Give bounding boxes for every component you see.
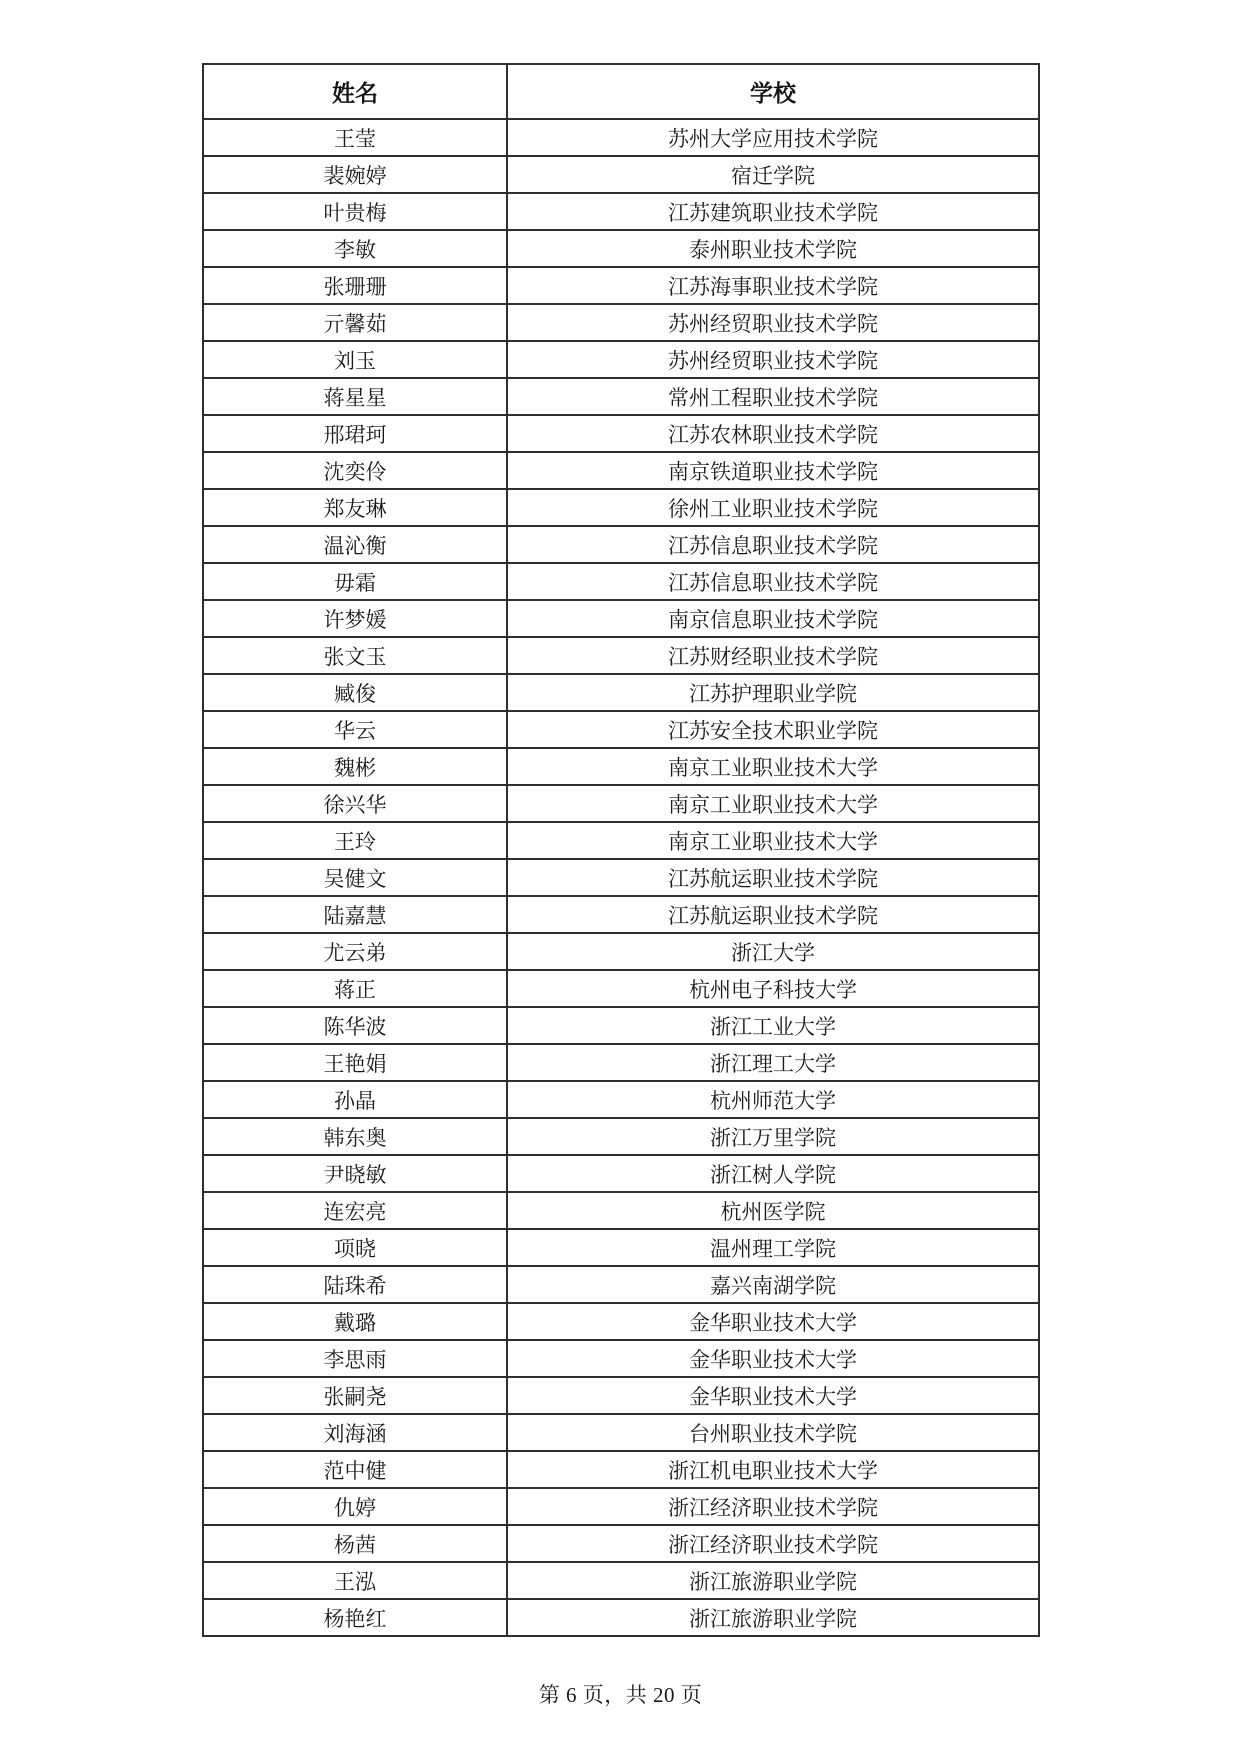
cell-school: 南京信息职业技术学院 xyxy=(507,600,1039,637)
cell-name: 陈华波 xyxy=(203,1007,507,1044)
cell-name: 杨艳红 xyxy=(203,1599,507,1636)
table-row xyxy=(203,415,1039,452)
cell-school: 江苏信息职业技术学院 xyxy=(507,526,1039,563)
cell-school: 杭州电子科技大学 xyxy=(507,970,1039,1007)
cell-school: 浙江理工大学 xyxy=(507,1044,1039,1081)
cell-school: 南京工业职业技术大学 xyxy=(507,822,1039,859)
cell-school: 金华职业技术大学 xyxy=(507,1377,1039,1414)
table-row xyxy=(203,230,1039,267)
cell-school: 浙江经济职业技术学院 xyxy=(507,1488,1039,1525)
table-row xyxy=(203,1007,1039,1044)
cell-name: 徐兴华 xyxy=(203,785,507,822)
cell-name: 王莹 xyxy=(203,119,507,156)
table-body xyxy=(203,119,1039,1636)
table-row xyxy=(203,896,1039,933)
cell-name: 张珊珊 xyxy=(203,267,507,304)
table-row xyxy=(203,711,1039,748)
cell-name: 亓馨茹 xyxy=(203,304,507,341)
cell-school: 温州理工学院 xyxy=(507,1229,1039,1266)
cell-name: 华云 xyxy=(203,711,507,748)
cell-school: 江苏信息职业技术学院 xyxy=(507,563,1039,600)
cell-school: 江苏海事职业技术学院 xyxy=(507,267,1039,304)
cell-school: 徐州工业职业技术学院 xyxy=(507,489,1039,526)
cell-name: 陆珠希 xyxy=(203,1266,507,1303)
table-row xyxy=(203,933,1039,970)
column-header-name: 姓名 xyxy=(203,64,507,119)
table-row xyxy=(203,341,1039,378)
cell-school: 江苏护理职业学院 xyxy=(507,674,1039,711)
table-row xyxy=(203,193,1039,230)
table-row xyxy=(203,1340,1039,1377)
cell-school: 苏州大学应用技术学院 xyxy=(507,119,1039,156)
cell-name: 蒋正 xyxy=(203,970,507,1007)
roster-table xyxy=(202,63,1040,1637)
cell-name: 叶贵梅 xyxy=(203,193,507,230)
table-row xyxy=(203,1599,1039,1636)
cell-name: 李敏 xyxy=(203,230,507,267)
column-header-school: 学校 xyxy=(507,64,1039,119)
table-row xyxy=(203,526,1039,563)
cell-name: 郑友琳 xyxy=(203,489,507,526)
cell-name: 魏彬 xyxy=(203,748,507,785)
table-row xyxy=(203,489,1039,526)
table-row xyxy=(203,859,1039,896)
cell-name: 尤云弟 xyxy=(203,933,507,970)
cell-school: 江苏航运职业技术学院 xyxy=(507,896,1039,933)
table-row xyxy=(203,1192,1039,1229)
cell-name: 仇婷 xyxy=(203,1488,507,1525)
table-row xyxy=(203,1266,1039,1303)
table-row xyxy=(203,637,1039,674)
cell-school: 浙江万里学院 xyxy=(507,1118,1039,1155)
cell-name: 陆嘉慧 xyxy=(203,896,507,933)
table-row xyxy=(203,1377,1039,1414)
cell-name: 刘玉 xyxy=(203,341,507,378)
cell-school: 南京铁道职业技术学院 xyxy=(507,452,1039,489)
table-row xyxy=(203,1118,1039,1155)
table-row xyxy=(203,1044,1039,1081)
cell-school: 金华职业技术大学 xyxy=(507,1303,1039,1340)
table-row xyxy=(203,822,1039,859)
table-row xyxy=(203,267,1039,304)
cell-name: 王泓 xyxy=(203,1562,507,1599)
cell-school: 江苏农林职业技术学院 xyxy=(507,415,1039,452)
cell-school: 浙江经济职业技术学院 xyxy=(507,1525,1039,1562)
table-row xyxy=(203,674,1039,711)
cell-school: 江苏航运职业技术学院 xyxy=(507,859,1039,896)
table-row xyxy=(203,970,1039,1007)
cell-school: 江苏财经职业技术学院 xyxy=(507,637,1039,674)
cell-name: 孙晶 xyxy=(203,1081,507,1118)
table-row xyxy=(203,1081,1039,1118)
cell-name: 连宏亮 xyxy=(203,1192,507,1229)
cell-school: 南京工业职业技术大学 xyxy=(507,748,1039,785)
table-row xyxy=(203,1229,1039,1266)
cell-school: 常州工程职业技术学院 xyxy=(507,378,1039,415)
cell-name: 项晓 xyxy=(203,1229,507,1266)
cell-name: 杨茜 xyxy=(203,1525,507,1562)
cell-school: 浙江旅游职业学院 xyxy=(507,1599,1039,1636)
table-row xyxy=(203,785,1039,822)
cell-school: 杭州师范大学 xyxy=(507,1081,1039,1118)
cell-school: 浙江工业大学 xyxy=(507,1007,1039,1044)
cell-name: 毋霜 xyxy=(203,563,507,600)
table-row xyxy=(203,1562,1039,1599)
cell-name: 邢珺珂 xyxy=(203,415,507,452)
table-row xyxy=(203,1451,1039,1488)
table-row xyxy=(203,304,1039,341)
cell-name: 范中健 xyxy=(203,1451,507,1488)
table-row xyxy=(203,748,1039,785)
cell-name: 刘海涵 xyxy=(203,1414,507,1451)
table-row xyxy=(203,563,1039,600)
cell-school: 南京工业职业技术大学 xyxy=(507,785,1039,822)
cell-school: 江苏建筑职业技术学院 xyxy=(507,193,1039,230)
table-row xyxy=(203,156,1039,193)
cell-school: 浙江旅游职业学院 xyxy=(507,1562,1039,1599)
cell-school: 苏州经贸职业技术学院 xyxy=(507,341,1039,378)
cell-school: 苏州经贸职业技术学院 xyxy=(507,304,1039,341)
cell-school: 杭州医学院 xyxy=(507,1192,1039,1229)
cell-name: 戴璐 xyxy=(203,1303,507,1340)
cell-school: 宿迁学院 xyxy=(507,156,1039,193)
cell-school: 浙江树人学院 xyxy=(507,1155,1039,1192)
cell-name: 吴健文 xyxy=(203,859,507,896)
cell-name: 张文玉 xyxy=(203,637,507,674)
cell-school: 浙江大学 xyxy=(507,933,1039,970)
cell-name: 李思雨 xyxy=(203,1340,507,1377)
cell-name: 臧俊 xyxy=(203,674,507,711)
cell-name: 温沁衡 xyxy=(203,526,507,563)
page-number: 第 6 页，共 20 页 xyxy=(538,1683,703,1707)
cell-name: 沈奕伶 xyxy=(203,452,507,489)
table-header-row xyxy=(203,64,1039,119)
cell-school: 嘉兴南湖学院 xyxy=(507,1266,1039,1303)
cell-name: 裴婉婷 xyxy=(203,156,507,193)
table-row xyxy=(203,119,1039,156)
cell-school: 江苏安全技术职业学院 xyxy=(507,711,1039,748)
cell-school: 泰州职业技术学院 xyxy=(507,230,1039,267)
table-row xyxy=(203,452,1039,489)
cell-name: 许梦媛 xyxy=(203,600,507,637)
table-row xyxy=(203,1414,1039,1451)
table-row xyxy=(203,1488,1039,1525)
cell-school: 浙江机电职业技术大学 xyxy=(507,1451,1039,1488)
cell-name: 尹晓敏 xyxy=(203,1155,507,1192)
cell-name: 韩东奥 xyxy=(203,1118,507,1155)
table-row xyxy=(203,378,1039,415)
cell-name: 蒋星星 xyxy=(203,378,507,415)
table-row xyxy=(203,1155,1039,1192)
cell-name: 张嗣尧 xyxy=(203,1377,507,1414)
cell-school: 金华职业技术大学 xyxy=(507,1340,1039,1377)
cell-name: 王玲 xyxy=(203,822,507,859)
cell-school: 台州职业技术学院 xyxy=(507,1414,1039,1451)
cell-name: 王艳娟 xyxy=(203,1044,507,1081)
table-row xyxy=(203,1303,1039,1340)
table-row xyxy=(203,600,1039,637)
table-row xyxy=(203,1525,1039,1562)
